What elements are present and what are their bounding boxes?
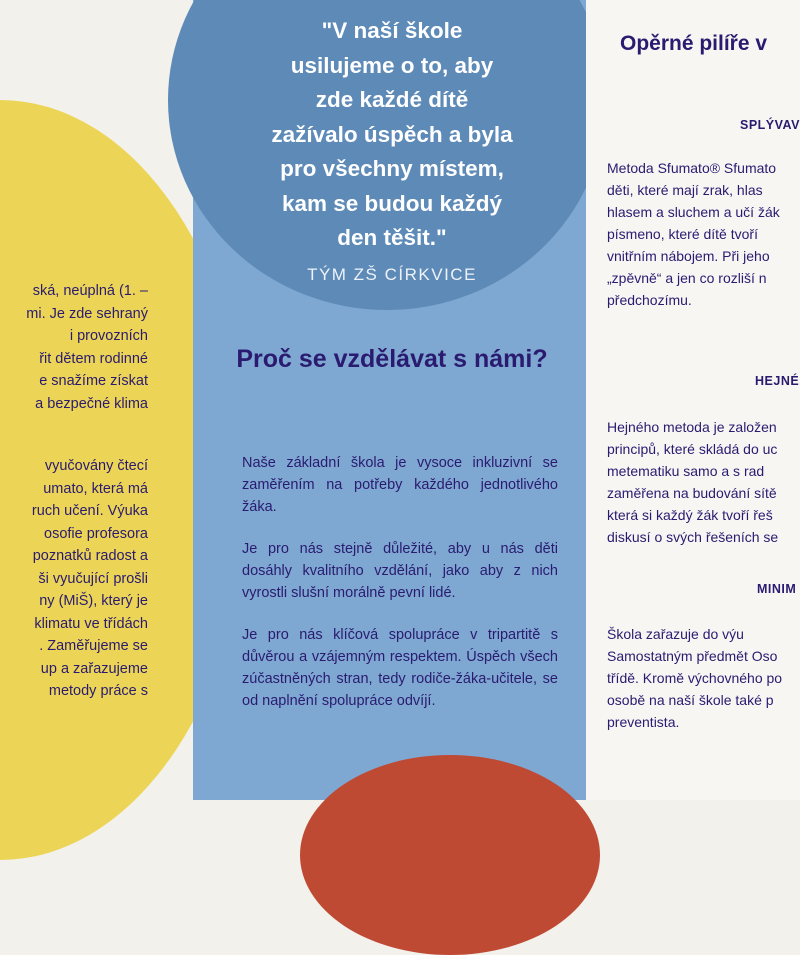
- text-line: metody práce s: [48, 683, 148, 699]
- text-line: Škola zařazuje do výu: [607, 626, 744, 642]
- text-line: up a zařazujeme: [40, 660, 148, 677]
- pillar-heading: MINIM: [757, 582, 797, 596]
- text-line: umato, která má: [43, 480, 148, 497]
- paragraph: Naše základní škola je vysoce inkluzivní se zaměřením na potřeby každého jednotlivého žáka.: [242, 455, 558, 515]
- pillar-text: [607, 623, 800, 733]
- text-line: diskusí o svých řešeních se: [607, 529, 779, 545]
- pillars-title: Opěrné pilíře v: [620, 32, 768, 55]
- pillar-heading: SPLÝVAV: [740, 118, 800, 132]
- text-line: Metoda Sfumato® Sfumato: [607, 160, 777, 176]
- text-line: e snažíme získat: [39, 373, 148, 389]
- text-line: principů, které skládá do uc: [607, 441, 778, 457]
- left-paragraph: [0, 455, 148, 703]
- text-line: metematiku samo a s rad: [607, 463, 765, 479]
- text-line: vnitřním nábojem. Při jeho: [607, 248, 770, 264]
- text-line: i provozních: [69, 328, 148, 344]
- text-line: Hejného metoda je založen: [607, 419, 777, 435]
- text-line: „zpěvně“ a jen co rozliší n: [607, 270, 767, 286]
- text-line: ruch učení. Výuka: [31, 503, 148, 519]
- text-line: mi. Je zde sehraný: [26, 305, 148, 322]
- text-line: předchozímu.: [607, 292, 692, 308]
- quote-author: TÝM ZŠ CÍRKVICE: [307, 265, 477, 284]
- red-decor-shape: [300, 755, 600, 955]
- pillar-heading: HEJNÉ: [755, 374, 800, 388]
- text-line: a bezpečné klima: [35, 395, 148, 412]
- paragraph: Je pro nás klíčová spolupráce v tripartitě s důvěrou a vzájemným respektem. Úspěch všech zúčastněných stran, tedy rodiče-žáka-učitele, se od naplnění spolupráce odvíjí.: [242, 627, 558, 709]
- center-paragraphs: [242, 452, 558, 732]
- text-line: děti, které mají zrak, hlas: [607, 182, 763, 198]
- text-line: ny (MiŠ), který je: [39, 593, 148, 609]
- text-line: osobě na naší škole také p: [607, 692, 774, 708]
- text-line: řit dětem rodinné: [39, 350, 148, 367]
- pillar-text: [607, 157, 800, 311]
- left-column-text: [0, 280, 148, 723]
- text-line: ská, neúplná (1. –: [32, 283, 148, 299]
- text-line: klimatu ve třídách: [34, 615, 148, 632]
- text-line: preventista.: [607, 714, 680, 730]
- text-line: poznatků radost a: [32, 548, 148, 564]
- section-title: Proč se vzdělávat s námi?: [236, 345, 548, 373]
- text-line: osofie profesora: [44, 525, 148, 542]
- pillar-text: [607, 416, 800, 548]
- text-line: vyučovány čtecí: [44, 458, 148, 474]
- text-line: Samostatným předmět Oso: [607, 648, 778, 664]
- text-line: hlasem a sluchem a učí žák: [607, 204, 780, 220]
- text-line: která si každý žák tvoří řeš: [607, 507, 773, 523]
- text-line: zaměřena na budování sítě: [607, 485, 777, 501]
- text-line: ši vyučující prošli: [38, 570, 148, 587]
- text-line: . Zaměřujeme se: [39, 638, 148, 654]
- text-line: třídě. Kromě výchovného po: [607, 670, 783, 686]
- paragraph: Je pro nás stejně důležité, aby u nás děti dosáhly kvalitního vzdělání, jako aby z nich vyrostli slušní morálně pevní lidé.: [242, 541, 558, 601]
- left-paragraph: [0, 280, 148, 415]
- quote-text: "V naší škole usilujeme o to, aby zde každé dítě zažívalo úspěch a byla pro všechny místem, kam se budou každý den těšit.": [271, 18, 513, 250]
- text-line: písmeno, které dítě tvoří: [607, 226, 758, 242]
